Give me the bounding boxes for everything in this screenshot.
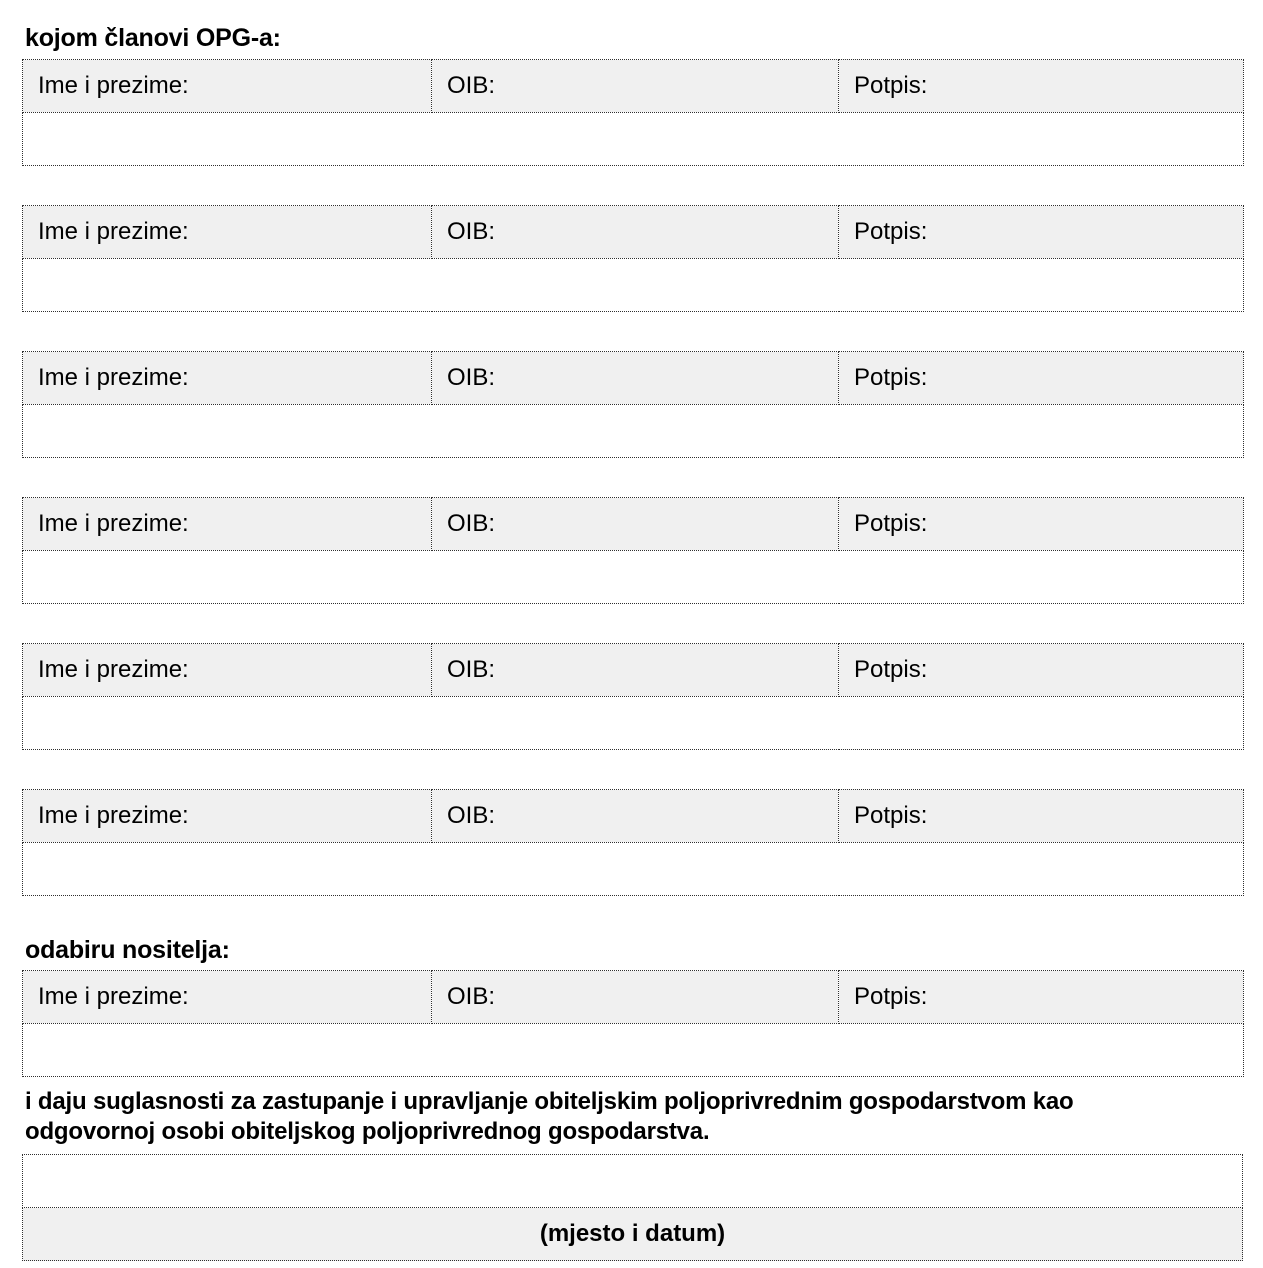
oib-label-cell: OIB:	[432, 644, 839, 697]
place-date-fill-row	[23, 1155, 1243, 1208]
signature-label-cell: Potpis:	[839, 60, 1244, 113]
member-table-fill-row	[23, 843, 1244, 896]
signature-label-cell: Potpis:	[839, 498, 1244, 551]
signature-label-cell: Potpis:	[839, 644, 1244, 697]
name-label-cell: Ime i prezime:	[23, 971, 432, 1024]
member-table-fill-row	[23, 405, 1244, 458]
holder-table-header-row	[23, 971, 1244, 1024]
members-section-blocks	[22, 59, 1243, 896]
consent-statement	[25, 1087, 1243, 1147]
member-table-fill-row	[23, 113, 1244, 166]
member-table-fill-row	[23, 259, 1244, 312]
oib-label-cell: OIB:	[432, 352, 839, 405]
holder-section-heading: odabiru nositelja:	[25, 936, 230, 964]
oib-label-cell: OIB:	[432, 60, 839, 113]
member-table-fill-row	[23, 551, 1244, 604]
consent-statement-line1: i daju suglasnosti za zastupanje i upravljanje obiteljskim poljoprivrednim gospodarstvom kao	[25, 1088, 1074, 1115]
name-label-cell: Ime i prezime:	[23, 206, 432, 259]
place-date-label-cell: (mjesto i datum)	[23, 1208, 1243, 1261]
name-label-cell: Ime i prezime:	[23, 498, 432, 551]
member-signature-table	[22, 497, 1244, 604]
member-table-header-row	[23, 206, 1244, 259]
member-signature-table	[22, 59, 1244, 166]
place-date-table	[22, 1154, 1243, 1261]
member-signature-table	[22, 351, 1244, 458]
member-fill-in-cell	[23, 405, 1244, 458]
member-signature-table	[22, 789, 1244, 896]
signature-label-cell: Potpis:	[839, 352, 1244, 405]
member-table-header-row	[23, 60, 1244, 113]
place-date-label-row	[23, 1208, 1243, 1261]
name-label-cell: Ime i prezime:	[23, 790, 432, 843]
oib-label-cell: OIB:	[432, 498, 839, 551]
member-fill-in-cell	[23, 259, 1244, 312]
oib-label-cell: OIB:	[432, 206, 839, 259]
name-label-cell: Ime i prezime:	[23, 60, 432, 113]
holder-signature-table	[22, 970, 1244, 1077]
oib-label-cell: OIB:	[432, 790, 839, 843]
member-fill-in-cell	[23, 843, 1244, 896]
signature-label-cell: Potpis:	[839, 971, 1244, 1024]
member-table-header-row	[23, 644, 1244, 697]
member-fill-in-cell	[23, 551, 1244, 604]
member-signature-table	[22, 205, 1244, 312]
name-label-cell: Ime i prezime:	[23, 644, 432, 697]
place-date-fill-in-cell	[23, 1155, 1243, 1208]
member-table-fill-row	[23, 697, 1244, 750]
signature-label-cell: Potpis:	[839, 790, 1244, 843]
member-fill-in-cell	[23, 113, 1244, 166]
consent-statement-line2: odgovornoj osobi obiteljskog poljoprivrednog gospodarstva.	[25, 1118, 710, 1145]
member-fill-in-cell	[23, 697, 1244, 750]
holder-fill-in-cell	[23, 1024, 1244, 1077]
name-label-cell: Ime i prezime:	[23, 352, 432, 405]
members-section-heading: kojom članovi OPG-a:	[25, 24, 281, 52]
oib-label-cell: OIB:	[432, 971, 839, 1024]
holder-table-fill-row	[23, 1024, 1244, 1077]
member-table-header-row	[23, 790, 1244, 843]
member-table-header-row	[23, 352, 1244, 405]
signature-label-cell: Potpis:	[839, 206, 1244, 259]
member-signature-table	[22, 643, 1244, 750]
member-table-header-row	[23, 498, 1244, 551]
